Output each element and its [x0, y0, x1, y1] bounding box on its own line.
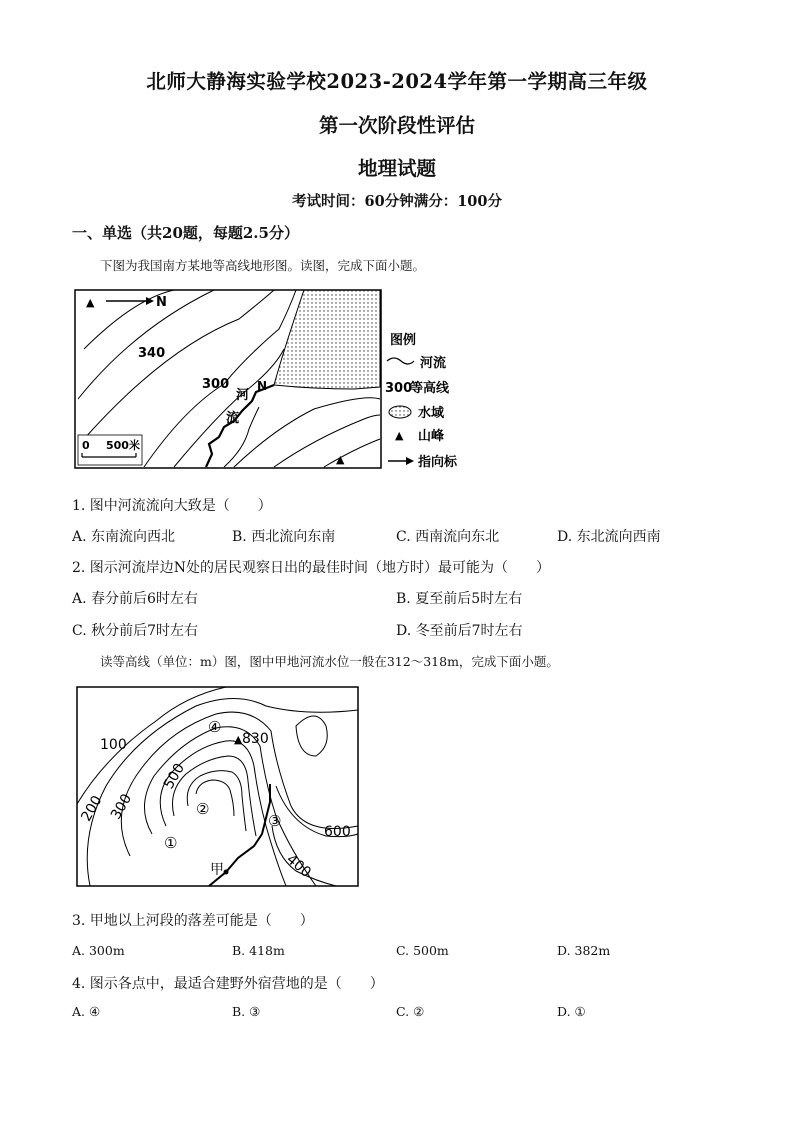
intro-text-1: 下图为我国南方某地等高线地形图。读图，完成下面小题。 [100, 258, 426, 273]
river-legend-icon [387, 358, 414, 364]
q4-option-a[interactable]: A. ④ [72, 1004, 101, 1019]
scale-text: 500米 [106, 439, 140, 452]
q4-option-b[interactable]: B. ③ [232, 1004, 261, 1019]
contour-label-200: 200 [78, 793, 106, 825]
legend-contour-value: 300 [385, 381, 413, 396]
contour-label-340: 340 [138, 346, 166, 361]
scale-zero: 0 [82, 439, 90, 452]
peak-label-830: 830 [242, 731, 269, 747]
jia-label: 甲 [210, 862, 224, 878]
q2-option-d[interactable]: D. 冬至前后7时左右 [396, 623, 523, 639]
point-3-label: ③ [268, 812, 282, 830]
contour-line [296, 716, 327, 756]
q3-option-c[interactable]: C. 500m [396, 943, 449, 958]
q3-option-a[interactable]: A. 300m [72, 943, 125, 958]
contour-label-400: 400 [283, 851, 314, 881]
q3-option-d[interactable]: D. 382m [557, 943, 611, 958]
north-label: N [156, 295, 167, 310]
contour-label-300: 300 [107, 791, 136, 823]
legend-river: 河流 [420, 356, 447, 371]
contour-label-500: 500 [160, 760, 189, 792]
contour-label-100: 100 [100, 737, 127, 753]
contour-line [174, 349, 284, 467]
q3-option-b[interactable]: B. 418m [232, 943, 285, 958]
intro-text-2: 读等高线（单位：m）图，图中甲地河流水位一般在312～318m，完成下面小题。 [100, 654, 559, 669]
q4-option-d[interactable]: D. ① [557, 1004, 586, 1019]
legend-water: 水域 [418, 406, 445, 421]
point-4-label: ④ [208, 718, 222, 736]
exam-subtitle: 第一次阶段性评估 [318, 114, 475, 137]
section-heading: 一、单选（共20题，每题2.5分） [72, 224, 299, 242]
legend-peak: 山峰 [418, 429, 445, 444]
contour-map-2 [76, 686, 360, 888]
exam-title: 北师大静海实验学校2023-2024学年第一学期高三年级 [146, 70, 648, 93]
contour-line [78, 290, 214, 399]
contour-line [234, 398, 380, 467]
q1-option-a[interactable]: A. 东南流向西北 [72, 529, 176, 545]
subject-title: 地理试题 [357, 157, 436, 180]
q1-option-c[interactable]: C. 西南流向东北 [396, 529, 500, 545]
map2-frame [77, 687, 358, 886]
peak-legend-icon: ▲ [395, 429, 404, 442]
peak-icon: ▲ [86, 296, 95, 309]
point-2-label: ② [196, 800, 210, 818]
q1-option-b[interactable]: B. 西北流向东南 [232, 529, 336, 545]
q1-option-d[interactable]: D. 东北流向西南 [557, 529, 661, 545]
q4-option-c[interactable]: C. ② [396, 1004, 425, 1019]
contour-label-300: 300 [202, 377, 230, 392]
contour-line [324, 439, 380, 467]
question-2-stem: 2. 图示河流岸边N处的居民观察日出的最佳时间（地方时）最可能为（ ） [72, 560, 551, 576]
peak-icon: ▲ [234, 733, 243, 746]
jia-point-icon [224, 870, 229, 875]
peak-icon: ▲ [336, 453, 345, 466]
q2-option-b[interactable]: B. 夏至前后5时左右 [396, 591, 523, 607]
legend-arrow: 指向标 [418, 455, 458, 470]
exam-info: 考试时间：60分钟满分：100分 [292, 193, 502, 210]
question-1-stem: 1. 图中河流流向大致是（ ） [72, 498, 272, 514]
question-4-stem: 4. 图示各点中，最适合建野外宿营地的是（ ） [72, 976, 384, 992]
point-1-label: ① [164, 834, 178, 852]
q2-option-a[interactable]: A. 春分前后6时左右 [72, 591, 198, 607]
contour-line [84, 290, 274, 439]
point-n-label: N [257, 379, 268, 393]
river-char-1: 河 [236, 388, 250, 403]
contour-label-600: 600 [324, 824, 351, 840]
legend-contour: 等高线 [410, 381, 450, 396]
water-legend-icon [389, 406, 411, 418]
legend-title: 图例 [390, 333, 417, 348]
contour-map-1 [74, 289, 474, 474]
q2-option-c[interactable]: C. 秋分前后7时左右 [72, 623, 199, 639]
river-char-2: 流 [226, 411, 240, 426]
question-3-stem: 3. 甲地以上河段的落差可能是（ ） [72, 913, 314, 929]
